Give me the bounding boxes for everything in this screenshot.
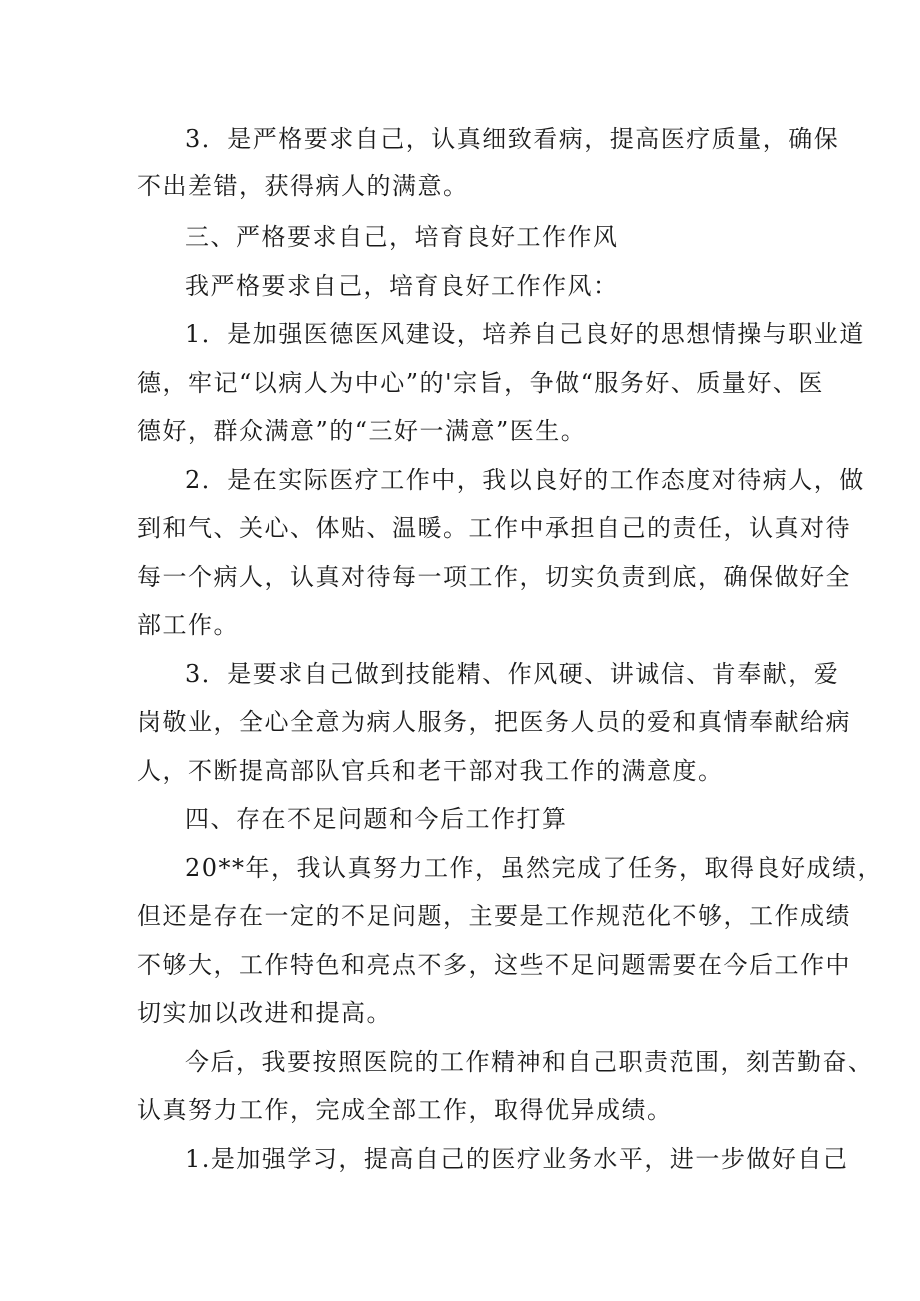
paragraph-line: 1.是加强学习，提高自己的医疗业务水平，进一步做好自己	[185, 1145, 849, 1173]
paragraph-line: 德，牢记“以病人为中心”的'宗旨，争做“服务好、质量好、医	[137, 369, 824, 397]
paragraph-line: 今后，我要按照医院的工作精神和自己职责范围，刻苦勤奋、	[185, 1048, 874, 1076]
paragraph-line: 20**年，我认真努力工作，虽然完成了任务，取得良好成绩，	[185, 854, 884, 882]
paragraph-line: 3．是要求自己做到技能精、作风硬、讲诚信、肯奉献，爱	[185, 660, 840, 688]
paragraph-line: 到和气、关心、体贴、温暖。工作中承担自己的责任，认真对待	[137, 514, 851, 542]
paragraph-line: 每一个病人，认真对待每一项工作，切实负责到底，确保做好全	[137, 563, 851, 591]
paragraph-line: 我严格要求自己，培育良好工作作风：	[185, 272, 619, 300]
paragraph-line: 1．是加强医德医风建设，培养自己良好的思想情操与职业道	[185, 320, 865, 348]
section-heading: 四、存在不足问题和今后工作打算	[185, 805, 568, 833]
paragraph-line: 不出差错，获得病人的满意。	[137, 172, 469, 200]
section-heading: 三、严格要求自己，培育良好工作作风	[185, 223, 619, 251]
paragraph-line: 但还是存在一定的不足问题，主要是工作规范化不够，工作成绩	[137, 902, 851, 930]
paragraph-line: 2．是在实际医疗工作中，我以良好的工作态度对待病人，做	[185, 466, 865, 494]
paragraph-line: 认真努力工作，完成全部工作，取得优异成绩。	[137, 1096, 673, 1124]
paragraph-line: 部工作。	[137, 611, 239, 639]
paragraph-line: 3．是严格要求自己，认真细致看病，提高医疗质量，确保	[185, 125, 840, 153]
paragraph-line: 人，不断提高部队官兵和老干部对我工作的满意度。	[137, 757, 724, 785]
paragraph-line: 不够大，工作特色和亮点不多，这些不足问题需要在今后工作中	[137, 951, 851, 979]
paragraph-line: 切实加以改进和提高。	[137, 999, 392, 1027]
paragraph-line: 岗敬业，全心全意为病人服务，把医务人员的爱和真情奉献给病	[137, 708, 851, 736]
paragraph-line: 德好，群众满意”的“三好一满意”医生。	[137, 417, 587, 445]
